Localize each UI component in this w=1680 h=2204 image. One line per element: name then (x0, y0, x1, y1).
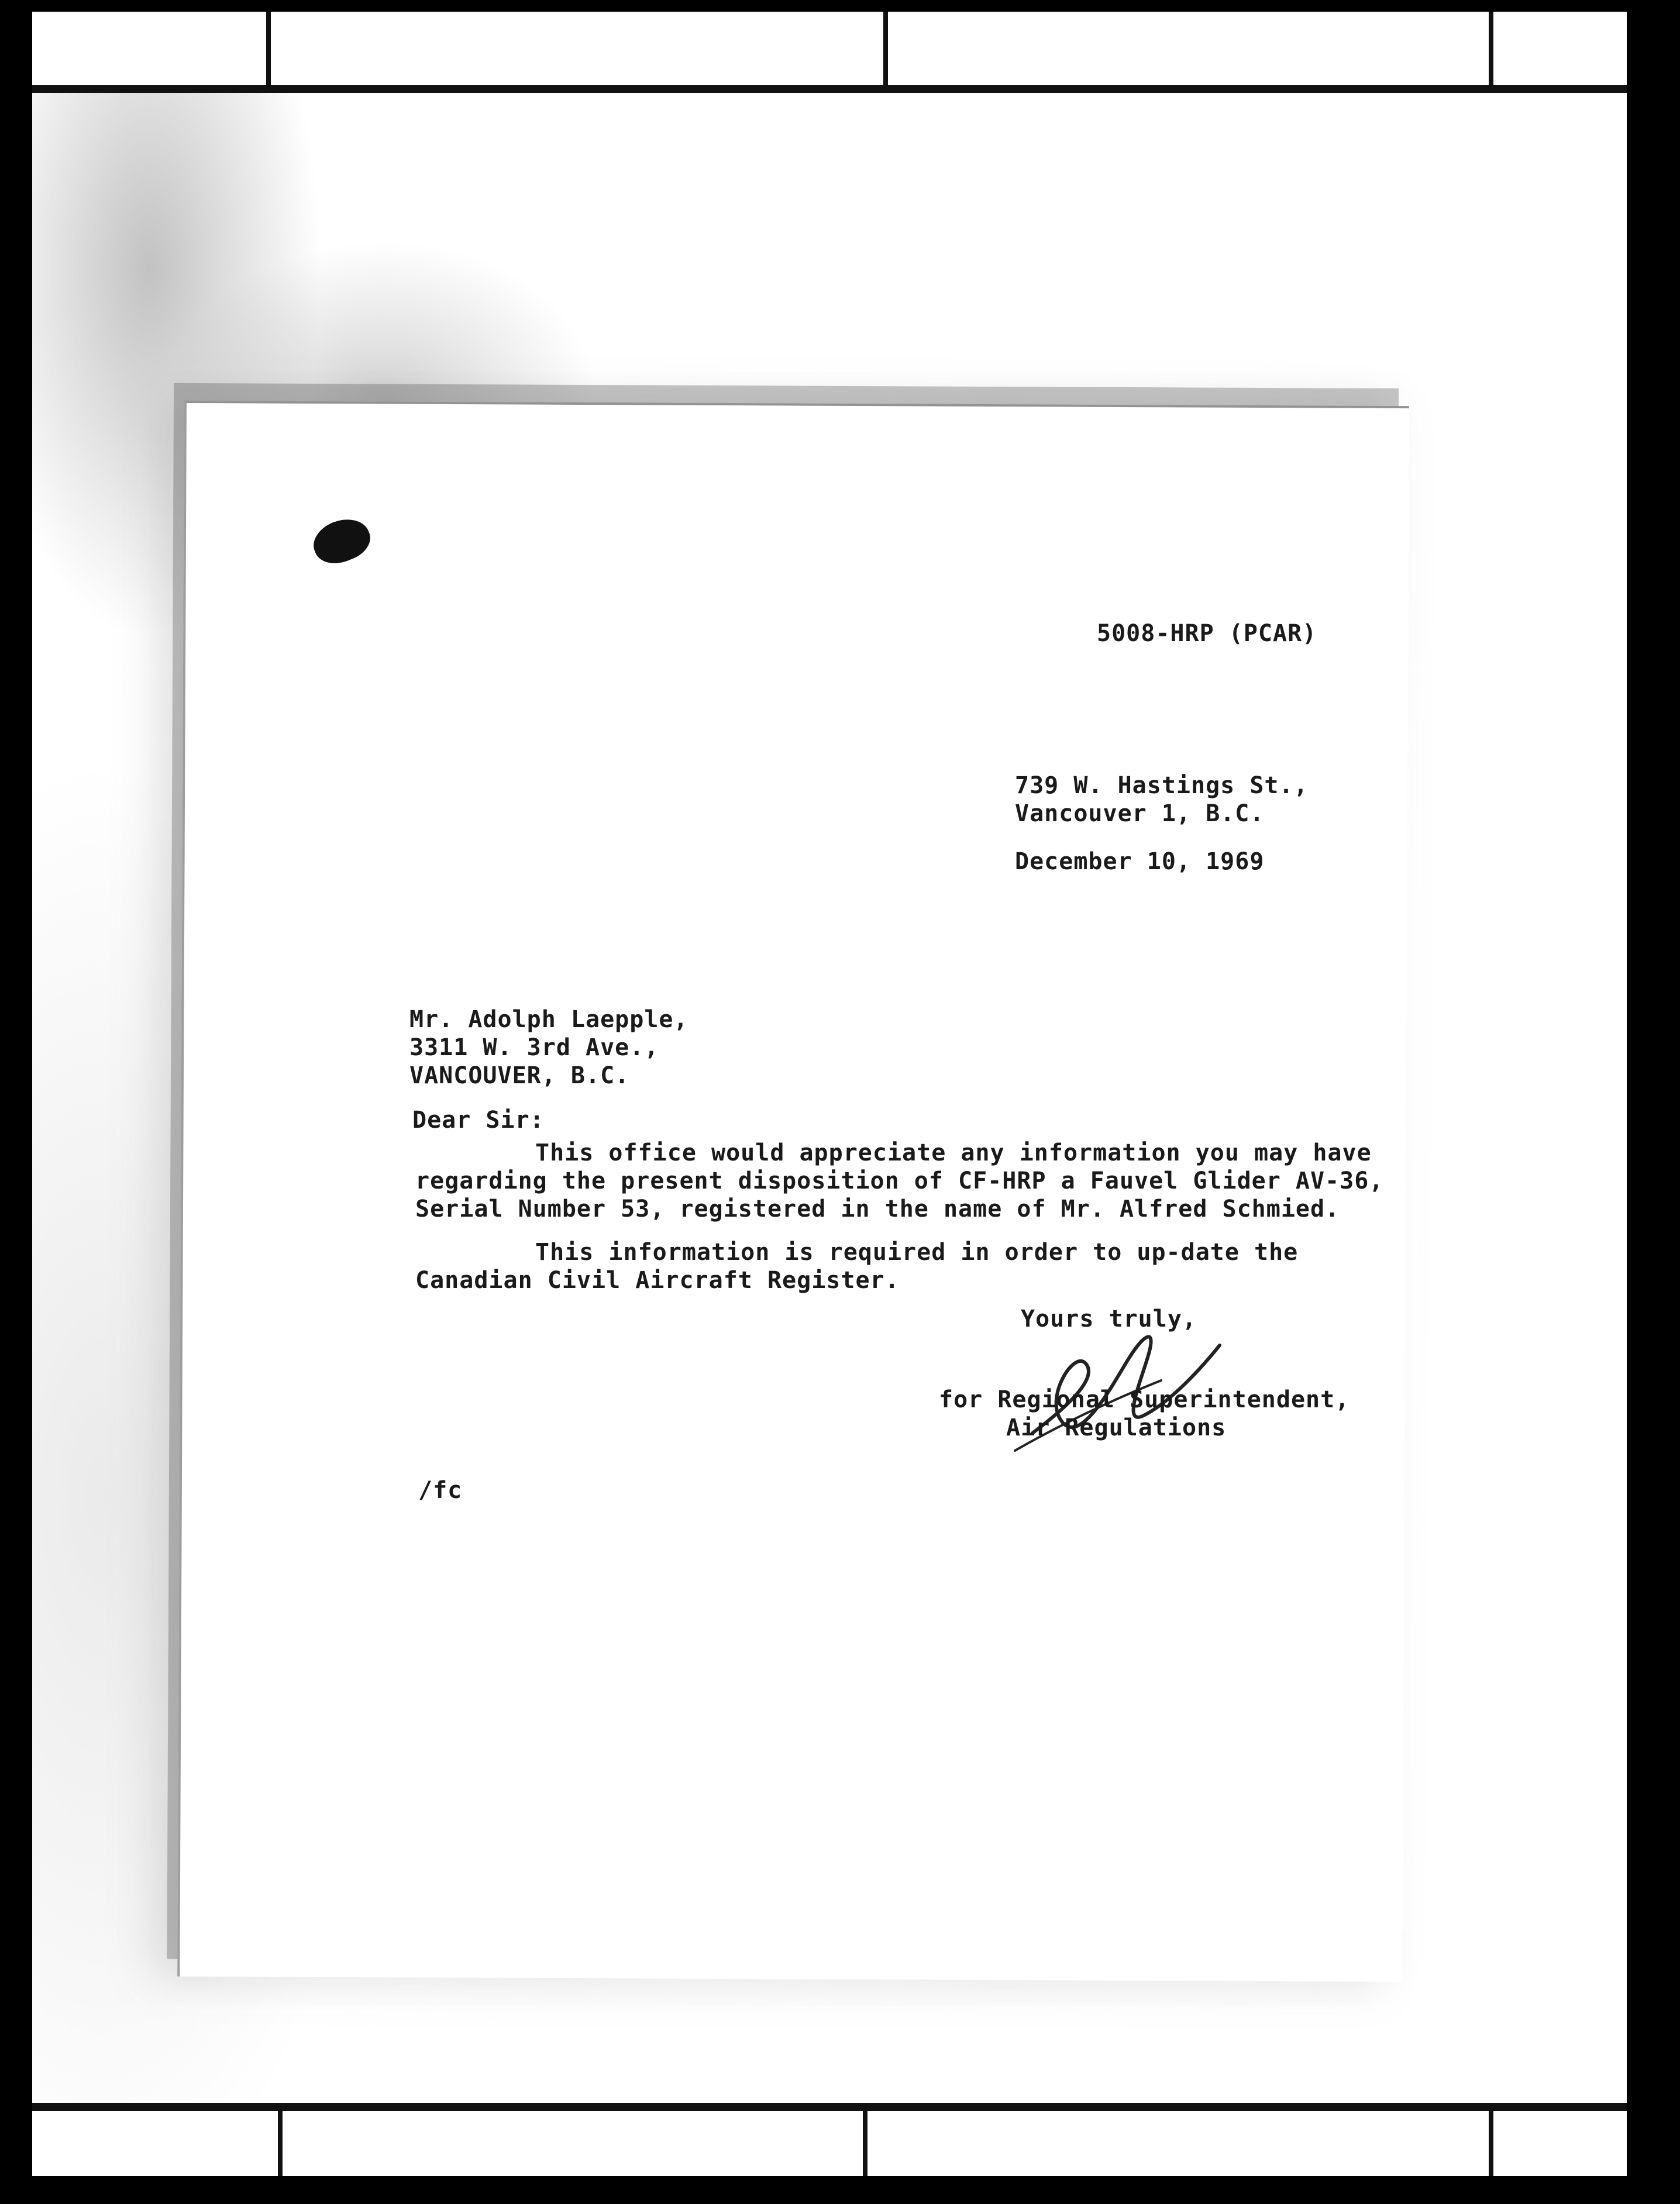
signature-title-line2: Air Regulations (1006, 1414, 1227, 1441)
salutation: Dear Sir: (412, 1107, 545, 1134)
sender-address-line2: Vancouver 1, B.C. (1015, 800, 1265, 827)
recipient-street: 3311 W. 3rd Ave., (409, 1034, 659, 1061)
body-paragraph-1-line-2: regarding the present disposition of CF-HRP a Fauvel Glider AV-36, (415, 1168, 1384, 1194)
reference-number: 5008-HRP (PCAR) (1097, 620, 1317, 647)
body-paragraph-1-line-1: This office would appreciate any information you may have (535, 1139, 1372, 1166)
frame-divider (883, 12, 888, 85)
frame-divider (1489, 12, 1493, 85)
body-paragraph-1-line-3: Serial Number 53, registered in the name of Mr. Alfred Schmied. (415, 1196, 1340, 1222)
film-strip-bottom (32, 2103, 1627, 2176)
recipient-city: VANCOUVER, B.C. (409, 1062, 630, 1089)
recipient-name: Mr. Adolph Laepple, (409, 1006, 688, 1033)
frame-divider (266, 12, 271, 85)
body-paragraph-2-line-1: This information is required in order to up-date the (535, 1239, 1299, 1266)
scan-frame (32, 12, 1627, 2176)
signature-title-line1: for Regional Superintendent, (939, 1386, 1350, 1413)
film-strip-top (32, 12, 1627, 93)
sender-address-line1: 739 W. Hastings St., (1015, 772, 1309, 799)
closing: Yours truly, (1021, 1306, 1197, 1332)
body-paragraph-2-line-2: Canadian Civil Aircraft Register. (415, 1267, 900, 1294)
frame-divider (863, 2111, 867, 2176)
typist-initials: /fc (418, 1477, 463, 1504)
frame-divider (1489, 2111, 1493, 2176)
letter-date: December 10, 1969 (1015, 848, 1265, 875)
frame-divider (278, 2111, 283, 2176)
